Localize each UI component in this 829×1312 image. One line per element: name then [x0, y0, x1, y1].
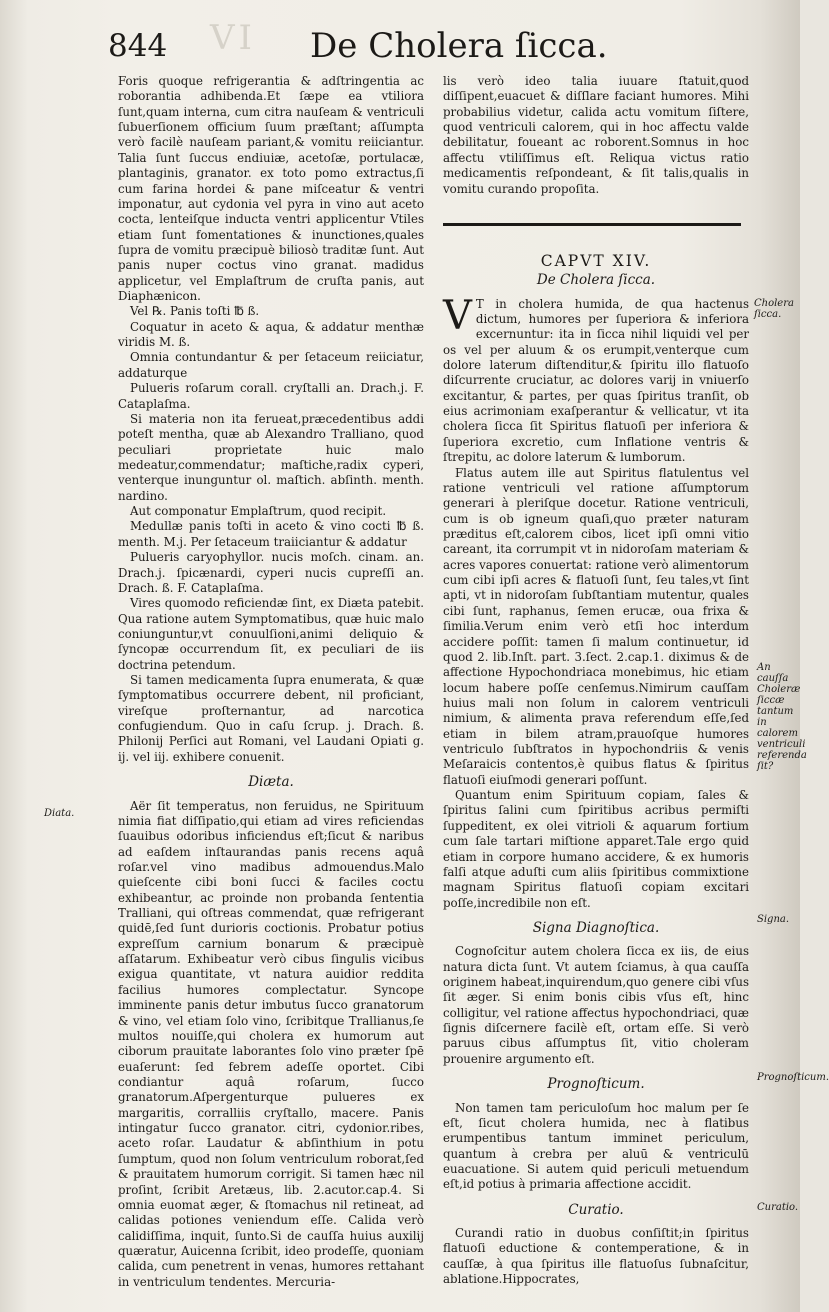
left-column [118, 74, 424, 1290]
margin-note-signa: Signa. [757, 914, 790, 925]
section-rule [443, 223, 741, 230]
margin-note-diaeta: Diata. [44, 808, 75, 819]
paragraph: Flatus autem ille aut Spiritus flatulentus vel ratione ventriculi vel ratione aſſumptorum generari à pleriſque docetur. Ratione ventriculi, cum is ob igneum quaſi,quo præter naturam præditus eſt,calorem cibos, licet ipſi omni vitio careant, ita corrumpit vt in nidoroſam materiam & acres vapores conuertat: ratione verò alimentorum cum cibi ipſi acres & flatuoſi ſunt, ſeu tales,vt ſint apti, vt in nidoroſam ſubſtantiam mutentur, quales cibi ſunt, raphanus, ſemen erucæ, oua frixa & ſimilia.Verum enim verò etſi hoc interdum accidere poſſit: tamen ſi malum continuetur, id quod 2. lib.Inſt. part. 3.ſect. 2.cap.1. diximus & de affectione Hypochondriaca monebimus, hic etiam locum habere poſſe cenſemus.Nimirum cauſſam huius mali non ſolum in calorem ventriculi nimium, & alimenta prava referendum eſſe,ſed etiam in bilem atram,prauoſque humores ventriculo ſubſtratos in hypochondriis & venis Meſaraicis contentos,è quibus flatus & ſpiritus flatuoſi eiuſmodi generari poſſunt. [443, 465, 749, 787]
paragraph: Non tamen tam periculoſum hoc malum per ſe eſt, ſicut cholera humida, nec à flatibus erumpentibus tantum imminet periculum, quantum à crebra per aluū & ventriculū euacuatione. Si autem quid periculi metuendum eſt,id potius à primaria affectione accidit. [443, 1100, 749, 1192]
margin-note-curatio: Curatio. [757, 1202, 799, 1213]
section-heading-curatio: Curatio. [568, 1201, 624, 1218]
paragraph: Aut componatur Emplaſtrum, quod recipit. [130, 504, 387, 519]
paragraph: Foris quoque refrigerantia & adſtringentia ac roborantia adhibenda.Et ſæpe ea vtiliora ſunt,quam interna, cum citra nauſeam & ventriculi ſubuerſionem officium ſuum præſtant; aſſumpta verò facilè nauſeam pariant,& vomitu reiiciantur. Talia ſunt ſuccus endiuiæ, acetoſæ, portulacæ, plantaginis, granator. ex toto pomo extractus,ſi cum farina hordei & pane miſceatur & ventri imponatur, aut cydonia vel pyra in vino aut aceto cocta, lenteiſque inducta ventri applicentur Vtiles etiam ſunt fomentationes & inunctiones,quales ſupra de vomitu præcipuè biliosò traditæ ſunt. Aut panis nuper coctus vino granat. madidus applicetur, vel Emplaſtrum de cruſta panis, aut Diaphænicon. [118, 74, 424, 304]
margin-note-prognosticum: Prognoſticum. [757, 1072, 829, 1083]
paragraph: lis verò ideo talia iuuare ſtatuit,quod diſſipent,euacuet & diſſlare faciant humores. Mihi probabilius videtur, calida actu vomitum ſiſtere, quod ventriculi calorem, qui in hoc affectu valde debilitatur, foueant ac roborent.Somnus in hoc affectu vtiliſſimus eſt. Reliqua victus ratio medicamentis reſpondeant, & ſit talis,qualis in vomitu curando propoſita. [443, 74, 749, 196]
paragraph: Aër ſit temperatus, non feruidus, ne Spirituum nimia fiat diſſipatio,qui etiam ad vires reficiendas ſuauibus odoribus inficiendus eſt;ſicut & naribus ad eaſdem inſtaurandas panis recens aquâ roſar.vel vino madibus admouendus.Malo quieſcente cibi boni ſucci & faciles coctu exhibeantur, ac proinde non probanda ſententia Tralliani, qui oſtreas commendat, quæ refrigerant quidē,ſed ſunt durioris coctionis. Probatur potius expreſſum carnium bonarum & præcipuè aſſatarum. Exhibeatur verò cibus ſingulis vicibus exigua quantitate, vt natura auidior reddita facilius humores complectatur. Syncope imminente panis detur imbutus ſucco granatorum & vino, vel etiam ſolo vino, ſcribitque Trallianus,ſe multos nouiſſe,qui cholera ex humorum aut ciborum prauitate laborantes ſolo vino præter ſpē euaſerunt: ſed febrem adeſſe oportet. Cibi condiantur aquâ roſarum, ſucco granatorum.Aſpergenturque pulueres ex margaritis, corralliis cryſtallo, macere. Panis intingatur ſucco granator. citri, cydonior.ribes, aceto roſar. Laudatur & abſinthium in potu ſumptum, quod non ſolum ventriculum roborat,ſed & prauitatem humorum corrigit. Si tamen hæc nil proſint, ſcribit Aretæus, lib. 2.acutor.cap.4. Si omnia euomat æger, & ſtomachus nil retineat, ad calidas potiones veniendum eſſe. Calida verò calidiſſima, inquit, ſunto.Si de cauſſa huius auxilij quæratur, Auicenna ſcribit, ideo prodeſſe, quoniam calida, cum penetrent in venas, humores rettahant in ventriculum tendentes. Mercuria- [118, 798, 424, 1289]
right-column [443, 74, 749, 1288]
section-heading-diaeta: Diæta. [248, 774, 294, 791]
margin-note-cholera-sicca: Cholera ſicca. [754, 298, 794, 320]
paragraph: Medullæ panis toſti in aceto & vino cocti ℔ ß. menth. M.j. Per ſetaceum traiiciantur & addatur [118, 519, 424, 549]
paragraph [443, 292, 749, 466]
paragraph: Coquatur in aceto & aqua, & addatur menthæ viridis M. ß. [118, 319, 424, 350]
paragraph: Curandi ratio in duobus conſiſtit;in ſpiritus flatuoſi eductione & contemperatione, & in cauſſæ, à qua ſpiritus ille flatuoſus ſubnaſcitur, ablatione.Hippocrates, [443, 1226, 749, 1287]
paragraph-text: T in cholera humida, de qua hactenus dictum, humores per ſuperiora & inferiora excernuntur: ita in ſicca nihil liquidi vel per os vel per aluum & os erumpit,venterque cum dolore laterum diſtenditur,& ſpiritu illo flatuoſo diſcurrente cruciatur, ac dolores varij in vniuerſo excitantur, & partes, per quas ſpiritus tranſit, ob eius acrimoniam exaſperantur & vellicatur, vt ita cholera ſicca ſit Spiritus flatuoſi per inferiora & ſuperiora excretio, cum Inflatione ventris & ſtrepitu, ac dolore laterum & lumborum. [443, 296, 749, 465]
section-heading-prognosticum: Prognoſticum. [547, 1076, 645, 1093]
section-heading-signa: Signa Diagnoſtica. [532, 919, 660, 936]
drop-cap: V [443, 292, 472, 339]
paragraph: Si tamen medicamenta ſupra enumerata, & quæ ſymptomatibus occurrere debent, nil proficiant, vireſque proſternantur, ad narcotica confugiendum. Quo in caſu ſcrup. j. Drach. ß. Philonij Perſici aut Romani, vel Laudani Opiati g. ij. vel iij. exhibere conuenit. [118, 673, 424, 764]
running-title: De Cholera ſicca. [310, 26, 608, 66]
bleed-through-text: VI [210, 18, 256, 58]
margin-note-an-caussa: An cauſſa Choleræ ſiccæ tantum in calorem ventriculi referenda ſit? [757, 662, 807, 772]
paragraph: Vel ℞. Panis toſti ℔ ß. [130, 304, 260, 319]
paragraph: Pulueris caryophyllor. nucis moſch. cinam. an. Drach.j. ſpicænardi, cyperi nucis cupreſſi an. Drach. ß. F. Cataplaſma. [118, 550, 424, 595]
paragraph: Omnia contundantur & per ſetaceum reiiciatur, addaturque [118, 350, 424, 380]
chapter-heading: CAPVT XIV. [540, 251, 652, 270]
paragraph: Si materia non ita ferueat,præcedentibus addi poteſt mentha, quæ ab Alexandro Tralliano, quod peculiari proprietate huic malo medeatur,commendatur; maſtiche,radix cyperi, venterque inunguntur ol. maſtich. abſinth. menth. nardino. [118, 411, 424, 503]
paragraph: Vires quomodo reficiendæ ſint, ex Diæta patebit. Qua ratione autem Symptomatibus, quæ huic malo coniunguntur,vt conuulſioni,animi deliquio & ſyncopæ occurrendum ſit, ex peculiari de iis doctrina petendum. [118, 596, 424, 672]
paragraph: Quantum enim Spirituum copiam, ſales & ſpiritus ſalini cum ſpiritibus acribus permiſti ſuppeditent, ex olei vitrioli & aquarum fortium cum ſale tartari miſtione apparet.Tale ergo quid etiam in corpore humano accidere, & ex humoris falſi atque aduſti cum aliis ſpiritibus commixtione magnam Spiritus flatuoſi copiam excitari poſſe,incredibile non eſt. [443, 788, 749, 910]
chapter-subtitle: De Cholera ſicca. [536, 272, 656, 289]
paragraph: Cognoſcitur autem cholera ſicca ex iis, de eius natura dicta ſunt. Vt autem ſciamus, à qua cauſſa originem habeat,inquirendum,quo genere cibi vſus ſit æger. Si enim bonis cibis vſus eſt, hinc colligitur, vel ratione affectus hypochondriaci, quæ ſignis diſcernere facilè eſt, ortam eſſe. Si verò paruus cibus aſſumptus ſit, vitio choleram prouenire argumento eſt. [443, 944, 749, 1066]
paragraph: Pulueris roſarum corall. cryſtalli an. Drach.j. F. Cataplaſma. [118, 381, 424, 411]
page-number: 844 [108, 28, 168, 64]
